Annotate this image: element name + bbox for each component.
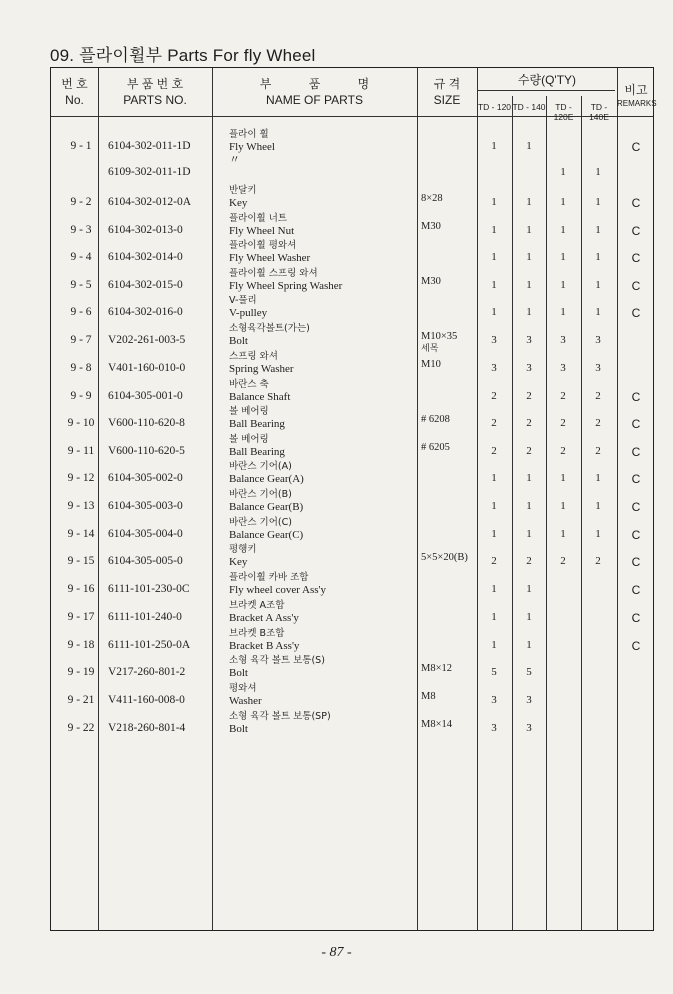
- qty-1: 1: [491, 279, 497, 291]
- qty-1: 2: [491, 445, 497, 457]
- part-name-en: Bolt: [229, 335, 248, 347]
- part-name-ko: 볼 베어링: [229, 434, 269, 445]
- size-spec: 8×28: [421, 193, 443, 204]
- part-name: [229, 627, 299, 653]
- divider: [617, 68, 618, 930]
- size-spec: M30: [421, 276, 441, 287]
- divider: [546, 96, 547, 930]
- part-name: [229, 322, 310, 348]
- part-number: 6104-302-012-0A: [108, 196, 192, 208]
- header-name: [212, 76, 417, 108]
- part-name-en: Key: [229, 197, 248, 209]
- part-name-en: Balance Gear(B): [229, 501, 304, 513]
- row-number: 9 - 11: [67, 445, 95, 457]
- part-name: [229, 267, 342, 293]
- qty-3: 1: [560, 251, 566, 263]
- row-number: 9 - 18: [67, 639, 95, 651]
- part-name: [229, 599, 299, 625]
- qty-3: 1: [560, 528, 566, 540]
- part-name: [229, 460, 304, 486]
- qty-1: 1: [491, 611, 497, 623]
- header-remarks-ko: 비고: [624, 83, 648, 97]
- qty-3: 1: [560, 472, 566, 484]
- size-spec: 5×5×20(B): [421, 552, 468, 563]
- remark: C: [631, 224, 641, 238]
- qty-3: 3: [560, 362, 566, 374]
- size-spec-note: 세목: [421, 344, 439, 354]
- qty-1: 2: [491, 555, 497, 567]
- part-name-ko: 스프링 와셔: [229, 351, 278, 362]
- part-number: V401-160-010-0: [108, 362, 186, 374]
- qty-1: 1: [491, 472, 497, 484]
- qty-2: 1: [526, 196, 532, 208]
- header-size-ko: 규 격: [433, 77, 461, 91]
- size-spec: M8: [421, 691, 436, 702]
- part-name: [229, 488, 303, 514]
- row-number: 9 - 15: [67, 555, 95, 567]
- qty-2: 1: [526, 251, 532, 263]
- header-remarks-en: REMARKS: [617, 99, 657, 108]
- part-name-ko: 바란스 기어(A): [229, 461, 292, 472]
- row-number: 9 - 10: [67, 417, 95, 429]
- remark: C: [631, 196, 641, 210]
- qty-2: 1: [526, 500, 532, 512]
- qty-4: 2: [595, 417, 601, 429]
- row-number: 9 - 16: [67, 583, 95, 595]
- qty-4: 1: [595, 224, 601, 236]
- remark: C: [631, 500, 641, 514]
- remark: C: [631, 555, 641, 569]
- page-title: 09. 플라이휠부 Parts For fly Wheel: [50, 46, 316, 65]
- part-name: [229, 682, 262, 708]
- part-number: 6104-302-016-0: [108, 306, 183, 318]
- row-number: 9 - 14: [67, 528, 95, 540]
- size-spec: # 6205: [421, 442, 450, 453]
- part-name: [229, 128, 275, 154]
- part-name: [229, 239, 310, 265]
- part-name-en: Fly Wheel Spring Washer: [229, 280, 343, 292]
- header-parts-no-ko: 부 품 번 호: [126, 77, 184, 91]
- qty-1: 3: [491, 722, 497, 734]
- part-name: [229, 571, 326, 597]
- qty-4: 1: [595, 472, 601, 484]
- part-name-ko: 바란스 기어(B): [229, 489, 292, 500]
- qty-4: 2: [595, 390, 601, 402]
- part-name: [229, 294, 267, 320]
- divider: [477, 90, 615, 91]
- row-number: 9 - 9: [70, 390, 92, 402]
- part-number: 6104-305-004-0: [108, 528, 183, 540]
- size-spec: M8×12: [421, 663, 453, 674]
- part-number: 6104-302-014-0: [108, 251, 183, 263]
- row-number: 9 - 4: [70, 251, 92, 263]
- qty-1: 1: [491, 306, 497, 318]
- remark: C: [631, 472, 641, 486]
- qty-1: 5: [491, 666, 497, 678]
- qty-3: 1: [560, 196, 566, 208]
- part-name-ko: 브라켓 A조합: [229, 600, 285, 611]
- qty-3: 3: [560, 334, 566, 346]
- qty-4: 2: [595, 555, 601, 567]
- part-name-en: Key: [229, 556, 248, 568]
- part-number: V202-261-003-5: [108, 334, 186, 346]
- part-name: [229, 212, 294, 238]
- part-name: [229, 654, 325, 680]
- header-remarks: [617, 82, 655, 110]
- row-number: 9 - 12: [67, 472, 95, 484]
- part-name-ko: 평행키: [229, 544, 257, 555]
- part-name: [229, 184, 257, 210]
- part-name-en: Fly Wheel: [229, 141, 275, 153]
- part-name-ko: 플라이휠 카바 조합: [229, 572, 309, 583]
- qty-2: 3: [526, 722, 532, 734]
- size-spec: M10×35: [421, 331, 458, 342]
- part-name-en: Bracket A Ass'y: [229, 612, 299, 624]
- part-number: 6104-305-003-0: [108, 500, 183, 512]
- part-name-en: V-pulley: [229, 307, 268, 319]
- header-model-4: TD - 140E: [589, 102, 609, 122]
- header-model-1: TD - 120: [477, 102, 512, 112]
- header-parts-no: [98, 76, 212, 108]
- part-name-ko: 바란스 축: [229, 379, 269, 390]
- qty-4: 1: [595, 251, 601, 263]
- row-number: 9 - 22: [67, 722, 95, 734]
- qty-1: 1: [491, 224, 497, 236]
- part-name-en: Fly wheel cover Ass'y: [229, 584, 326, 596]
- parts-table: [50, 67, 657, 931]
- part-name: [229, 154, 240, 167]
- part-number: 6104-305-001-0: [108, 390, 183, 402]
- qty-2: 1: [526, 279, 532, 291]
- part-name-en: Bracket B Ass'y: [229, 640, 300, 652]
- qty-2: 2: [526, 445, 532, 457]
- qty-2: 1: [526, 224, 532, 236]
- part-number: 6104-302-015-0: [108, 279, 183, 291]
- qty-2: 1: [526, 306, 532, 318]
- qty-1: 1: [491, 583, 497, 595]
- remark: C: [631, 251, 641, 265]
- remark: C: [631, 390, 641, 404]
- row-number: 9 - 5: [70, 279, 92, 291]
- divider: [512, 96, 513, 930]
- part-number: V600-110-620-5: [108, 445, 185, 457]
- part-name-ko: 소형육각볼트(가는): [229, 323, 310, 334]
- row-number: 9 - 19: [67, 666, 95, 678]
- row-number: 9 - 8: [70, 362, 92, 374]
- remark: C: [631, 279, 641, 293]
- qty-3: 1: [560, 500, 566, 512]
- header-qty: 수량(Q'TY): [517, 73, 577, 87]
- divider: [417, 68, 418, 930]
- part-name-ko: 플라이휠 평와셔: [229, 240, 297, 251]
- part-name-en: 〃: [229, 154, 240, 166]
- remark: C: [631, 611, 641, 625]
- part-number: 6104-305-005-0: [108, 555, 183, 567]
- divider: [212, 68, 213, 930]
- row-number: 9 - 17: [67, 611, 95, 623]
- part-name-en: Balance Gear(A): [229, 473, 304, 485]
- header-name-en: NAME OF PARTS: [266, 93, 363, 107]
- part-name-en: Balance Shaft: [229, 391, 291, 403]
- size-spec: M8×14: [421, 719, 453, 730]
- remark: C: [631, 445, 641, 459]
- part-name: [229, 378, 290, 404]
- qty-2: 3: [526, 362, 532, 374]
- divider: [477, 68, 478, 930]
- size-spec: M30: [421, 221, 441, 232]
- part-name-ko: 평와셔: [229, 683, 257, 694]
- part-name-ko: 소형 육각 볼트 보통(SP): [229, 711, 331, 722]
- qty-1: 1: [491, 500, 497, 512]
- part-number: V217-260-801-2: [108, 666, 186, 678]
- qty-1: 1: [491, 196, 497, 208]
- part-name-en: Balance Gear(C): [229, 529, 304, 541]
- qty-4: 3: [595, 334, 601, 346]
- row-number: 9 - 2: [70, 196, 92, 208]
- part-name-ko: 플라이휠 스프링 와셔: [229, 268, 318, 279]
- qty-3: 1: [560, 166, 566, 178]
- size-spec: M10: [421, 359, 441, 370]
- qty-1: 2: [491, 390, 497, 402]
- part-name-ko: 바란스 기어(C): [229, 517, 292, 528]
- part-name: [229, 543, 257, 569]
- remark: C: [631, 140, 641, 154]
- part-name-ko: V-풀리: [229, 295, 257, 306]
- qty-2: 2: [526, 555, 532, 567]
- qty-1: 1: [491, 251, 497, 263]
- remark: C: [631, 417, 641, 431]
- header-no: [51, 76, 98, 108]
- qty-1: 3: [491, 694, 497, 706]
- divider: [581, 96, 582, 930]
- part-name-ko: 소형 육각 볼트 보통(S): [229, 655, 325, 666]
- part-name: [229, 710, 331, 736]
- row-number: 9 - 6: [70, 306, 92, 318]
- part-number: 6111-101-230-0C: [108, 583, 190, 595]
- part-number: 6104-302-011-1D: [108, 140, 191, 152]
- part-name-en: Spring Washer: [229, 363, 294, 375]
- qty-3: 2: [560, 390, 566, 402]
- header-model-3: TD - 120E: [553, 102, 574, 122]
- remark: C: [631, 639, 641, 653]
- qty-4: 1: [595, 166, 601, 178]
- qty-2: 2: [526, 390, 532, 402]
- header-parts-no-en: PARTS NO.: [123, 93, 187, 107]
- part-name: [229, 433, 285, 459]
- part-name-ko: 반달키: [229, 185, 257, 196]
- part-name-en: Bolt: [229, 723, 248, 735]
- row-number: 9 - 21: [67, 694, 95, 706]
- part-name-ko: 브라켓 B조합: [229, 628, 285, 639]
- part-number: V218-260-801-4: [108, 722, 186, 734]
- qty-2: 3: [526, 694, 532, 706]
- part-name-en: Fly Wheel Nut: [229, 225, 295, 237]
- part-name-ko: 플라이 휠: [229, 129, 269, 140]
- header-no-en: No.: [65, 93, 84, 107]
- qty-2: 5: [526, 666, 532, 678]
- qty-4: 1: [595, 306, 601, 318]
- size-spec: # 6208: [421, 414, 450, 425]
- header-no-ko: 번 호: [61, 77, 88, 91]
- part-number: 6104-305-002-0: [108, 472, 183, 484]
- header-size: [417, 76, 477, 108]
- part-number: V411-160-008-0: [108, 694, 185, 706]
- qty-2: 3: [526, 334, 532, 346]
- qty-1: 1: [491, 639, 497, 651]
- part-name-ko: 볼 베어링: [229, 406, 269, 417]
- qty-1: 1: [491, 140, 497, 152]
- remark: C: [631, 528, 641, 542]
- qty-3: 1: [560, 306, 566, 318]
- header-size-en: SIZE: [433, 93, 461, 107]
- remark: C: [631, 306, 641, 320]
- qty-3: 1: [560, 224, 566, 236]
- qty-4: 2: [595, 445, 601, 457]
- header-name-ko: 부 품 명: [259, 77, 370, 91]
- part-number: 6109-302-011-1D: [108, 166, 191, 178]
- part-name-ko: 플라이휠 너트: [229, 213, 288, 224]
- part-name-en: Washer: [229, 695, 262, 707]
- part-number: V600-110-620-8: [108, 417, 185, 429]
- qty-2: 1: [526, 639, 532, 651]
- part-name-en: Ball Bearing: [229, 446, 285, 458]
- qty-4: 1: [595, 500, 601, 512]
- row-number: 9 - 13: [67, 500, 95, 512]
- qty-1: 3: [491, 334, 497, 346]
- part-number: 6111-101-250-0A: [108, 639, 191, 651]
- qty-2: 1: [526, 583, 532, 595]
- qty-1: 3: [491, 362, 497, 374]
- part-number: 6111-101-240-0: [108, 611, 182, 623]
- page-number: - 87 -: [321, 945, 352, 960]
- part-name: [229, 516, 303, 542]
- qty-2: 1: [526, 472, 532, 484]
- qty-3: 1: [560, 279, 566, 291]
- qty-1: 2: [491, 417, 497, 429]
- qty-3: 2: [560, 555, 566, 567]
- part-name: [229, 350, 294, 376]
- header-model-2: TD - 140: [512, 102, 546, 112]
- qty-3: 2: [560, 417, 566, 429]
- part-name-en: Bolt: [229, 667, 248, 679]
- qty-2: 1: [526, 140, 532, 152]
- row-number: 9 - 7: [70, 334, 92, 346]
- qty-4: 1: [595, 528, 601, 540]
- qty-1: 1: [491, 528, 497, 540]
- part-number: 6104-302-013-0: [108, 224, 183, 236]
- qty-2: 1: [526, 528, 532, 540]
- qty-2: 2: [526, 417, 532, 429]
- part-name-en: Fly Wheel Washer: [229, 252, 311, 264]
- part-name: [229, 405, 285, 431]
- row-number: 9 - 3: [70, 224, 92, 236]
- qty-4: 1: [595, 196, 601, 208]
- qty-4: 1: [595, 279, 601, 291]
- qty-3: 2: [560, 445, 566, 457]
- row-number: 9 - 1: [70, 140, 92, 152]
- qty-4: 3: [595, 362, 601, 374]
- qty-2: 1: [526, 611, 532, 623]
- part-name-en: Ball Bearing: [229, 418, 285, 430]
- remark: C: [631, 583, 641, 597]
